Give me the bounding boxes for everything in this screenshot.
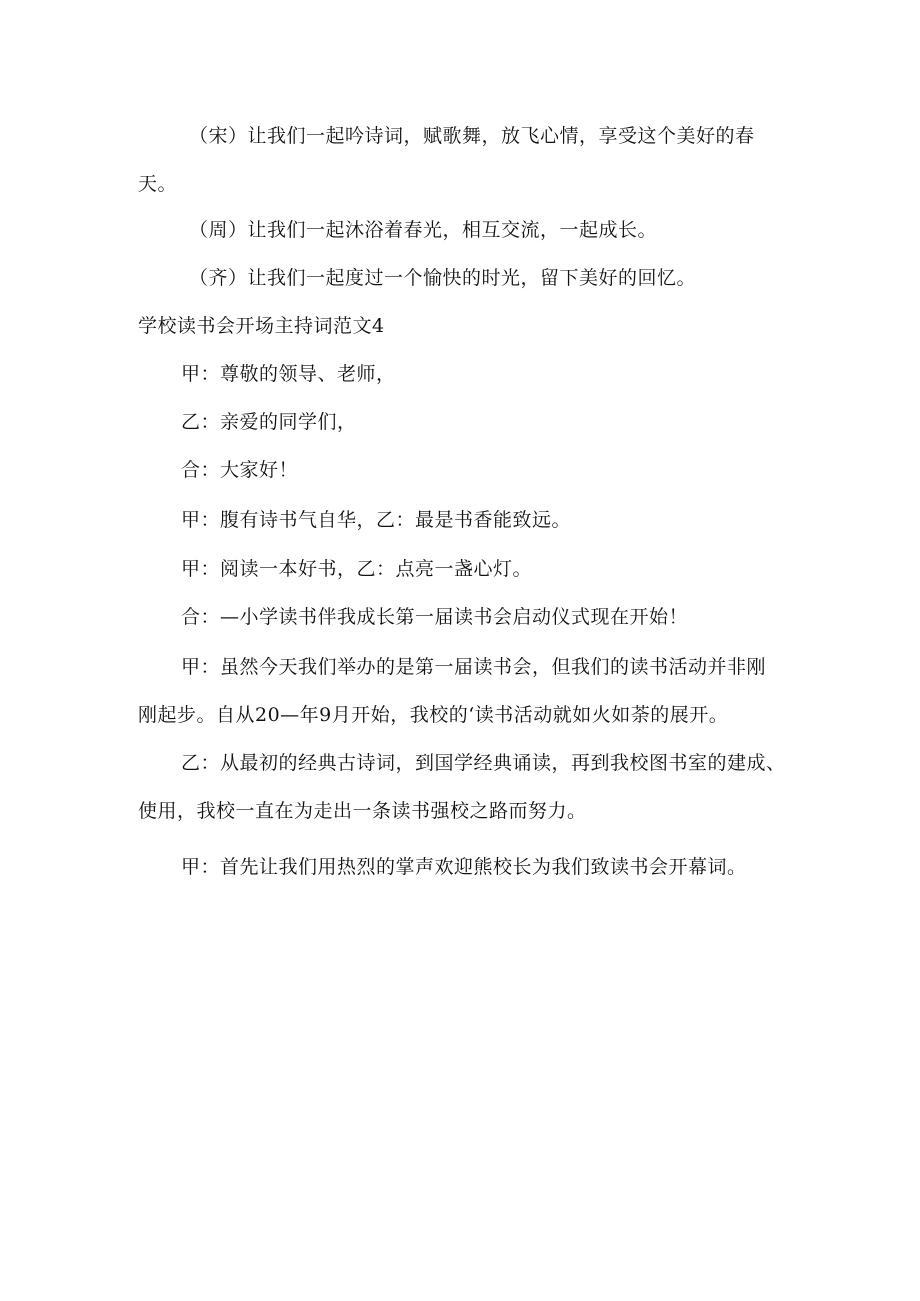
paragraph-song-line2: 天。 [138, 173, 178, 195]
dialogue-line: 甲：腹有诗书气自华，乙：最是书香能致远。 [181, 509, 572, 531]
paragraph-zhou: （周）让我们一起沐浴着春光，相互交流，一起成长。 [189, 219, 658, 241]
paragraph-song-line1: （宋）让我们一起吟诗词，赋歌舞，放飞心情，享受这个美好的春 [189, 125, 755, 147]
dialogue-line: 甲：尊敬的领导、老师， [181, 363, 396, 385]
paragraph-yi-line1: 乙：从最初的经典古诗词，到国学经典诵读，再到我校图书室的建成、 [181, 752, 786, 774]
paragraph-yi-line2: 使用，我校一直在为走出一条读书强校之路而努力。 [138, 800, 587, 822]
paragraph-jia-line1: 甲：虽然今天我们举办的是第一届读书会，但我们的读书活动并非刚 [181, 656, 767, 678]
paragraph-last: 甲：首先让我们用热烈的掌声欢迎熊校长为我们致读书会开幕词。 [181, 856, 747, 878]
paragraph-jia-line2: 刚起步。自从20—年9月开始，我校的‘读书活动就如火如荼的展开。 [138, 704, 729, 726]
dialogue-line: 甲：阅读一本好书，乙：点亮一盏心灯。 [181, 558, 533, 580]
section-heading: 学校读书会开场主持词范文4 [138, 315, 385, 337]
paragraph-qi: （齐）让我们一起度过一个愉快的时光，留下美好的回忆。 [189, 267, 697, 289]
dialogue-line: 合：大家好！ [181, 459, 299, 481]
dialogue-line: 乙：亲爱的同学们， [181, 411, 357, 433]
dialogue-line: 合：—小学读书伴我成长第一届读书会启动仪式现在开始！ [181, 606, 689, 628]
